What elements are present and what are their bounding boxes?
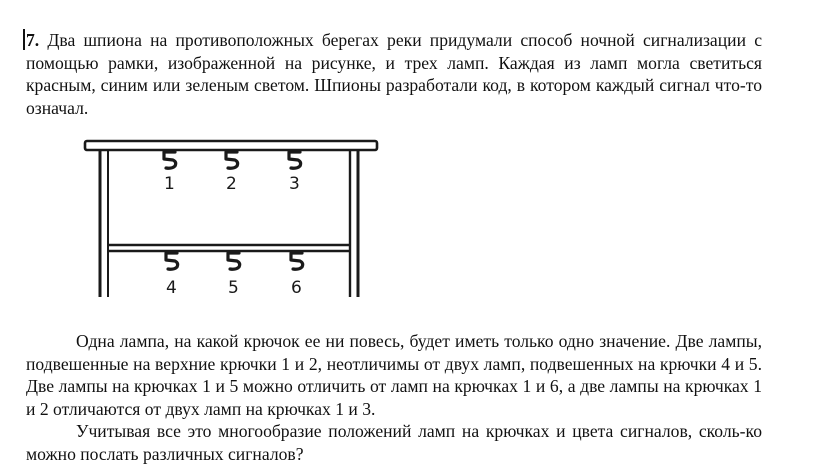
hook-label-2: 2	[226, 174, 237, 194]
question-paragraph: Учитывая все это многообразие положений ламп на крючках и цвета сигналов, сколь-ко можно послать различных сигналов?	[26, 421, 762, 464]
problem-intro-paragraph	[26, 29, 762, 119]
frame-drawing	[80, 135, 380, 305]
problem-intro-text: Два шпиона на противоположных берегах реки придумали способ ночной сигнализации с помощью рамки, изображенной на рисунке, и трех ламп. Каждая из ламп могла светиться красным, синим или зеленым светом. Шпионы разработали код, в котором каждый сигнал что-то означал.	[26, 30, 762, 118]
hook-label-6: 6	[291, 278, 302, 298]
hook-2-icon	[226, 152, 238, 168]
hook-label-5: 5	[228, 278, 239, 298]
hook-3-icon	[289, 152, 301, 168]
hook-6-icon	[291, 253, 303, 269]
hook-5-icon	[228, 253, 240, 269]
problem-number: 7.	[26, 30, 40, 50]
signal-frame-figure	[80, 135, 380, 305]
hook-1-icon	[164, 152, 176, 168]
hook-4-icon	[166, 253, 178, 269]
text-cursor	[23, 29, 25, 50]
hook-label-3: 3	[289, 174, 300, 194]
rules-paragraph: Одна лампа, на какой крючок ее ни повесь, будет иметь только одно значение. Две лампы, подвешенные на верхние крючки 1 и 2, неотличимы от двух ламп, подвешенных на крючки 4 и 5. Две лампы на крючках 1 и 5 можно отличить от ламп на крючках 1 и 6, а две лампы на крючках 1 и 2 отличаются от двух ламп на крючках 1 и 3.	[26, 331, 762, 419]
hook-label-1: 1	[164, 174, 175, 194]
hook-label-4: 4	[166, 278, 177, 298]
frame-top-beam	[85, 141, 377, 150]
